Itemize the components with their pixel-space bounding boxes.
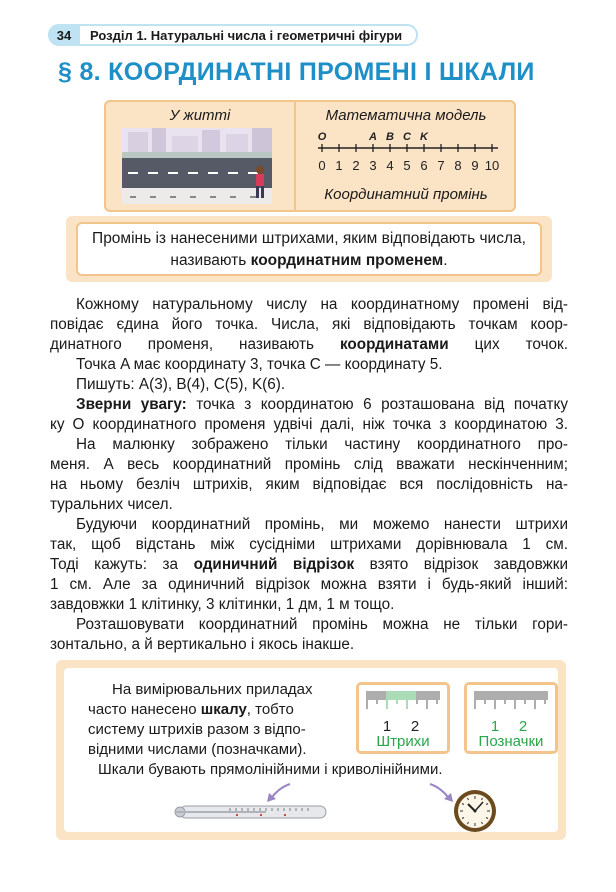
ray-tick-label: 3 — [369, 158, 377, 173]
scales-line-5: Шкали бувають прямолінійними і криволінійними. — [98, 761, 443, 778]
ray-tick-label: 6 — [420, 158, 428, 173]
p7-line-2: зонтально, а й вертикально і якось інакше. — [50, 636, 355, 653]
scales-inner — [64, 668, 558, 832]
p5-line-4: туральних чисел. — [50, 496, 173, 513]
ray-tick-label: 1 — [335, 158, 343, 173]
ray-point-label: B — [386, 131, 394, 143]
ruler-marks-icon — [473, 689, 549, 733]
definition-box — [76, 222, 542, 276]
ruler-ticks-label: Штрихи — [376, 733, 430, 750]
page-number: 34 — [48, 24, 80, 46]
p1-line-1: Кожному натуральному числу на координатному промені від- — [76, 296, 568, 313]
p4-line-2: ку О координатного променя удвічі далі, ніж точка з координатою 3. — [50, 416, 568, 433]
term-scale: шкалу — [200, 701, 247, 718]
ray-tick-label: 8 — [454, 158, 462, 173]
p6-line-5: завдовжки 1 клітинку, 3 клітинки, 1 дм, 1 м тощо. — [50, 596, 395, 613]
definition-frame — [66, 216, 552, 282]
svg-text:2: 2 — [410, 718, 420, 733]
ruler-marks-card — [464, 682, 558, 754]
page-header — [48, 24, 418, 46]
ray-point-label: A — [369, 131, 377, 143]
coordinate-ray — [306, 128, 506, 178]
ruler-ticks-icon — [365, 689, 441, 733]
p5-line-1: На малюнку зображено тільки частину координатного про- — [76, 436, 568, 453]
p6-line-2: так, щоб відстань між сусідніми штрихами дорівнювала 1 см. — [50, 536, 568, 553]
ray-tick-label: 7 — [437, 158, 445, 173]
chapter-title: § 8. КООРДИНАТНІ ПРОМЕНІ І ШКАЛИ — [58, 58, 535, 86]
p5-line-2: меня. А весь координатний промінь слід вважати нескінченним; — [50, 456, 568, 473]
p1-line-2: повідає єдина його точка. Числа, які відповідають точкам коор- — [50, 316, 568, 333]
scales-text — [88, 680, 336, 760]
term-coordinates: координатами — [339, 336, 449, 353]
scales-line-1: На вимірювальних приладах — [112, 681, 313, 698]
p6-line-1: Будуючи координатний промінь, ми можемо нанести штрихи — [76, 516, 568, 533]
ray-caption: Координатний промінь — [324, 186, 488, 203]
p3: Пишуть: A(3), B(4), C(5), K(6). — [76, 376, 286, 393]
ray-tick-label: 10 — [484, 158, 500, 173]
p1-line-3: динатного променя, називають координатами цих точок. — [50, 336, 568, 353]
ray-tick-label: 0 — [318, 158, 326, 173]
model-panel — [104, 100, 516, 212]
ray-point-label: C — [403, 131, 411, 143]
life-title: У житті — [169, 107, 231, 124]
ray-tick-label: 9 — [471, 158, 479, 173]
p4-line-1: Зверни увагу: точка з координатою 6 розташована від початку — [76, 396, 568, 413]
p6-line-3: Тоді кажуть: за одиничний відрізок взято відрізок завдовжки — [50, 556, 568, 573]
math-model-title: Математична модель — [325, 107, 487, 124]
definition-text: Промінь із нанесеними штрихами, яким відповідають числа, називають — [92, 230, 526, 269]
section-label: Розділ 1. Натуральні числа і геометричні фігури — [90, 27, 403, 43]
definition-end: . — [443, 252, 448, 269]
note-lead: Зверни увагу: — [76, 396, 187, 413]
svg-text:1: 1 — [490, 718, 500, 733]
ruler-marks-label: Позначки — [478, 733, 544, 750]
ruler-ticks-card — [356, 682, 450, 754]
body-text — [50, 295, 568, 655]
ray-tick-label: 2 — [352, 158, 360, 173]
scales-line-4: відними числами (позначками). — [88, 741, 307, 758]
p2: Точка A має координату 3, точка C — координату 5. — [76, 356, 443, 373]
p5-line-3: на ньому безліч штрихів, яким відповідає вся послідовність на- — [50, 476, 568, 493]
clock-icon — [452, 788, 498, 834]
scales-line-3: систему штрихів разом з відпо- — [88, 721, 306, 738]
scales-panel — [56, 660, 566, 840]
road-illustration — [122, 128, 272, 204]
scales-line-2: часто нанесено шкалу, тобто — [88, 701, 294, 718]
ray-point-label: K — [420, 131, 428, 143]
svg-text:2: 2 — [518, 718, 528, 733]
ray-point-label: O — [317, 131, 327, 143]
svg-text:1: 1 — [382, 718, 392, 733]
definition-term: координатним променем — [250, 252, 444, 269]
thermometer-icon — [170, 800, 330, 824]
ray-tick-label: 4 — [386, 158, 394, 173]
p6-line-4: 1 см. Але за одиничний відрізок можна взяти і будь-який інший: — [50, 576, 568, 593]
term-unit-segment: одиничний відрізок — [193, 556, 355, 573]
p7-line-1: Розташовувати координатний промінь можна не тільки гори- — [76, 616, 568, 633]
ray-tick-label: 5 — [403, 158, 411, 173]
